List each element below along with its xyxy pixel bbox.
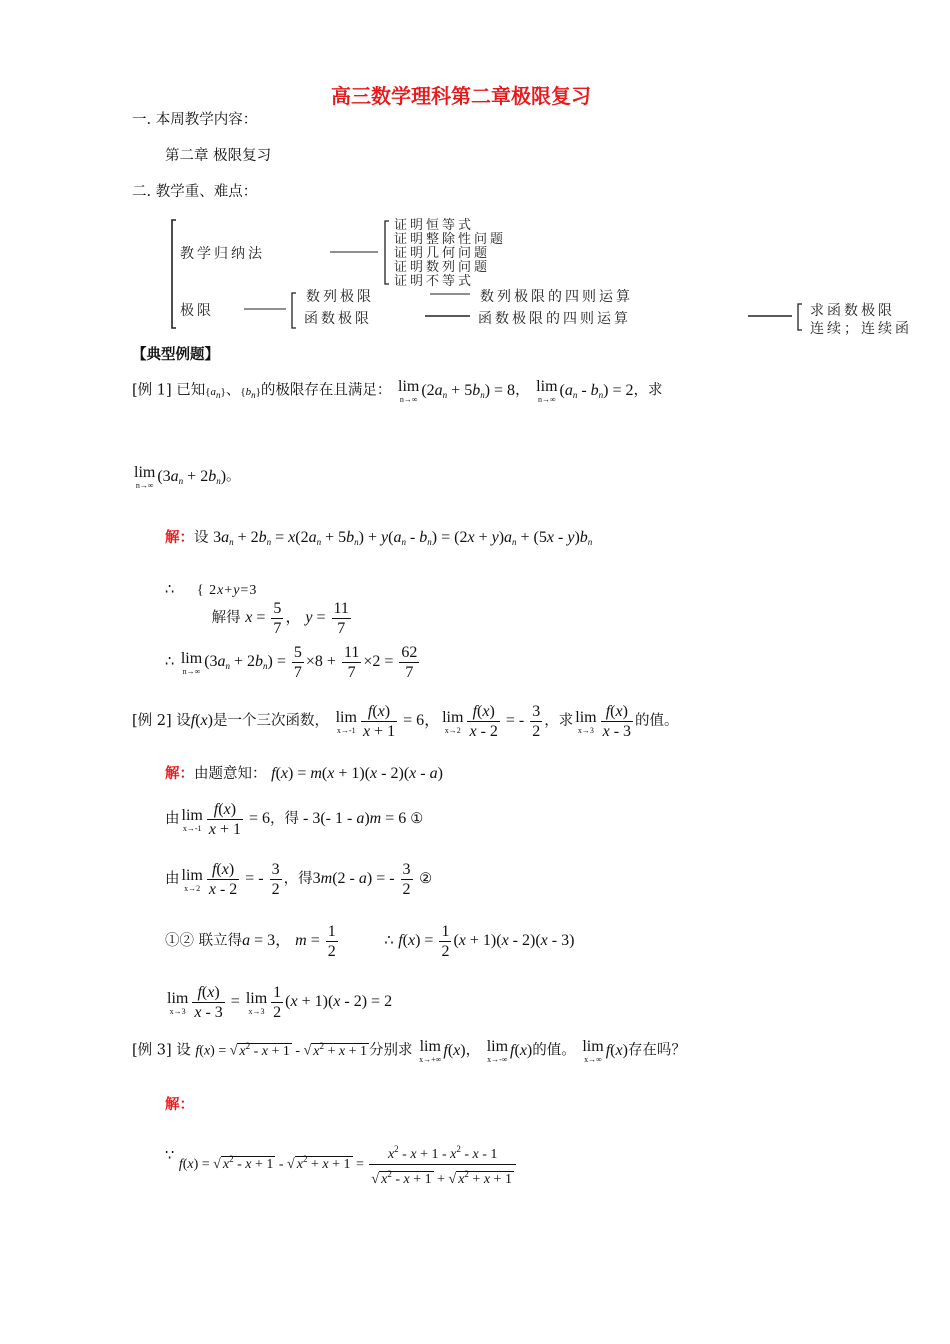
formula: lim x→∞ f(x)	[582, 1038, 628, 1064]
solution-label: 解：	[165, 766, 194, 782]
typical-examples-heading: 【典型例题】	[132, 347, 219, 363]
tree-func-ops: 函数极限的四则运算	[478, 311, 631, 327]
formula: lim x→-∞ f(x)	[486, 1038, 533, 1064]
tree-tail-2: 连续；连续函	[810, 321, 912, 337]
example-label: [例 3]	[132, 1042, 172, 1059]
page-title: 高三数学理科第二章极限复习	[331, 84, 591, 108]
formula: lim x→-1 $\frac{f(x)}{x + 1}$ = 6， lim x→2 $\frac{f(x)}{x - 2}$ = - $\frac{3}{2}$	[335, 703, 541, 740]
formula: lim x→3 $\frac{f(x)}{x - 3}$ = lim x→3 $\frac{1}{2}$ (x + 1)(x - 2) = 2	[167, 984, 393, 1021]
section-2-heading: 二. 教学重、难点：	[132, 184, 258, 200]
example-3-solution: ∵ f(x) = √ $x^2 - x + 1$ - √ $x^2 + x + 1$ = $\frac{x^2 - x + 1 - x^2 - x - 1}{√ x^2 - x + 1 + √ x^2 + x + 1}$	[165, 1140, 518, 1189]
tree-induction-item: 证明数列问题	[394, 260, 491, 275]
tree-func-limit: 函数极限	[304, 311, 372, 327]
formula: f(x) = $\frac{1}{2}$ (x + 1)(x - 2)(x - 3)	[398, 923, 575, 960]
formula: lim n→∞ $(a_n - b_n) = 2$	[536, 378, 634, 404]
example-2-step-1: 由 lim x→-1 $\frac{f(x)}{x + 1}$ = 6，得 - 3(- 1 - a)m = 6 ①	[165, 801, 424, 838]
tree-limit: 极限	[180, 303, 214, 319]
solution-label: 解：	[165, 530, 194, 546]
example-1-problem: [例 1] 已知$\{a_n\}$、$\{b_n\}$的极限存在且满足： lim n→∞ $(2a_n + 5b_n) = 8$， lim n→∞ $(a_n - b_n) = 2$，求	[132, 378, 663, 404]
tree-induction-item: 证明整除性问题	[394, 232, 507, 247]
solution-label: 解：	[165, 1097, 194, 1113]
formula: x = $\frac{5}{7}$ ， y = $\frac{11}{7}$	[245, 600, 349, 637]
example-1-system: ∴ { 2x+y=3 解得 x = $\frac{5}{7}$ ， y = $\frac{11}{7}$	[165, 582, 353, 638]
example-2-step-2: 由 lim x→2 $\frac{f(x)}{x - 2}$ = - $\frac{3}{2}$ ，得3m(2 - a) = - $\frac{3}{2}$ ②	[165, 861, 433, 898]
tree-tail-1: 求函数极限	[810, 303, 895, 319]
tree-seq-ops: 数列极限的四则运算	[480, 289, 633, 305]
tree-induction: 教学归纳法	[180, 246, 265, 262]
example-3-solution-label	[165, 1093, 194, 1114]
example-2-solution-setup: 解：由题意知： f(x) = m(x + 1)(x - 2)(x - a)	[165, 765, 443, 782]
formula: lim n→∞ $(2a_n + 5b_n) = 8$	[398, 378, 516, 404]
section-1-heading: 一. 本周教学内容：	[132, 112, 258, 128]
tree-induction-item: 证明恒等式	[394, 218, 475, 233]
example-label: [例 1]	[132, 382, 172, 399]
formula: f(x) = √ $x^2 - x + 1$ - √ $x^2 + x + 1$	[195, 1040, 368, 1059]
example-label: [例 2]	[132, 713, 172, 730]
example-3-problem: [例 3] 设 f(x) = √ $x^2 - x + 1$ - √ $x^2 + x + 1$ 分别求 lim x→+∞ f(x)， lim x→-∞ f(x)的值。 lim x→∞ f(x)存在吗？	[132, 1038, 686, 1064]
formula: $3a_n + 2b_n = x(2a_n + 5b_n) + y(a_n - b_n) = (2x + y)a_n + (5x - y)b_n$	[213, 529, 593, 547]
tree-seq-limit: 数列极限	[306, 289, 374, 305]
tree-induction-item: 证明不等式	[394, 274, 475, 289]
example-1-result: ∴ lim n→∞ $(3a_n + 2b_n)$ = $\frac{5}{7}$ ×8 + $\frac{11}{7}$ ×2 = $\frac{62}{7}$	[165, 643, 421, 682]
section-1-content: 第二章 极限复习	[165, 148, 272, 164]
formula: lim n→∞ $(3a_n + 2b_n)$ = $\frac{5}{7}$ ×8 + $\frac{11}{7}$ ×2 = $\frac{62}{7}$	[180, 644, 418, 681]
example-1-solution-setup: 解：设 $3a_n + 2b_n = x(2a_n + 5b_n) + y(a_n - b_n) = (2x + y)a_n + (5x - y)b_n$	[165, 529, 593, 547]
formula: f(x) = √ $x^2 - x + 1$ - √ $x^2 + x + 1$ = $\frac{x^2 - x + 1 - x^2 - x - 1}{√ x^2 - x + 1 + √ x^2 + x + 1}$	[179, 1157, 518, 1172]
formula: f(x) = m(x + 1)(x - 2)(x - a)	[271, 765, 443, 782]
formula: lim x→+∞ f(x)	[419, 1038, 466, 1064]
formula: lim n→∞ $(3a_n + 2b_n)$	[134, 464, 227, 490]
example-2-step-3: ①② 联立得a = 3， m = $\frac{1}{2}$ ∴ f(x) = $\frac{1}{2}$ (x + 1)(x - 2)(x - 3)	[165, 923, 575, 960]
example-1-target: lim n→∞ $(3a_n + 2b_n)$。	[134, 464, 241, 490]
example-2-problem: [例 2] 设f(x)是一个三次函数， lim x→-1 $\frac{f(x)}{x + 1}$ = 6， lim x→2 $\frac{f(x)}{x - 2}$ = - $\frac{3}{2}$ ，求 lim x→3 $\frac{f(x)}{x - 3}$ 的值。	[132, 703, 679, 740]
example-2-result	[165, 983, 392, 1022]
tree-induction-item: 证明几何问题	[394, 246, 491, 261]
